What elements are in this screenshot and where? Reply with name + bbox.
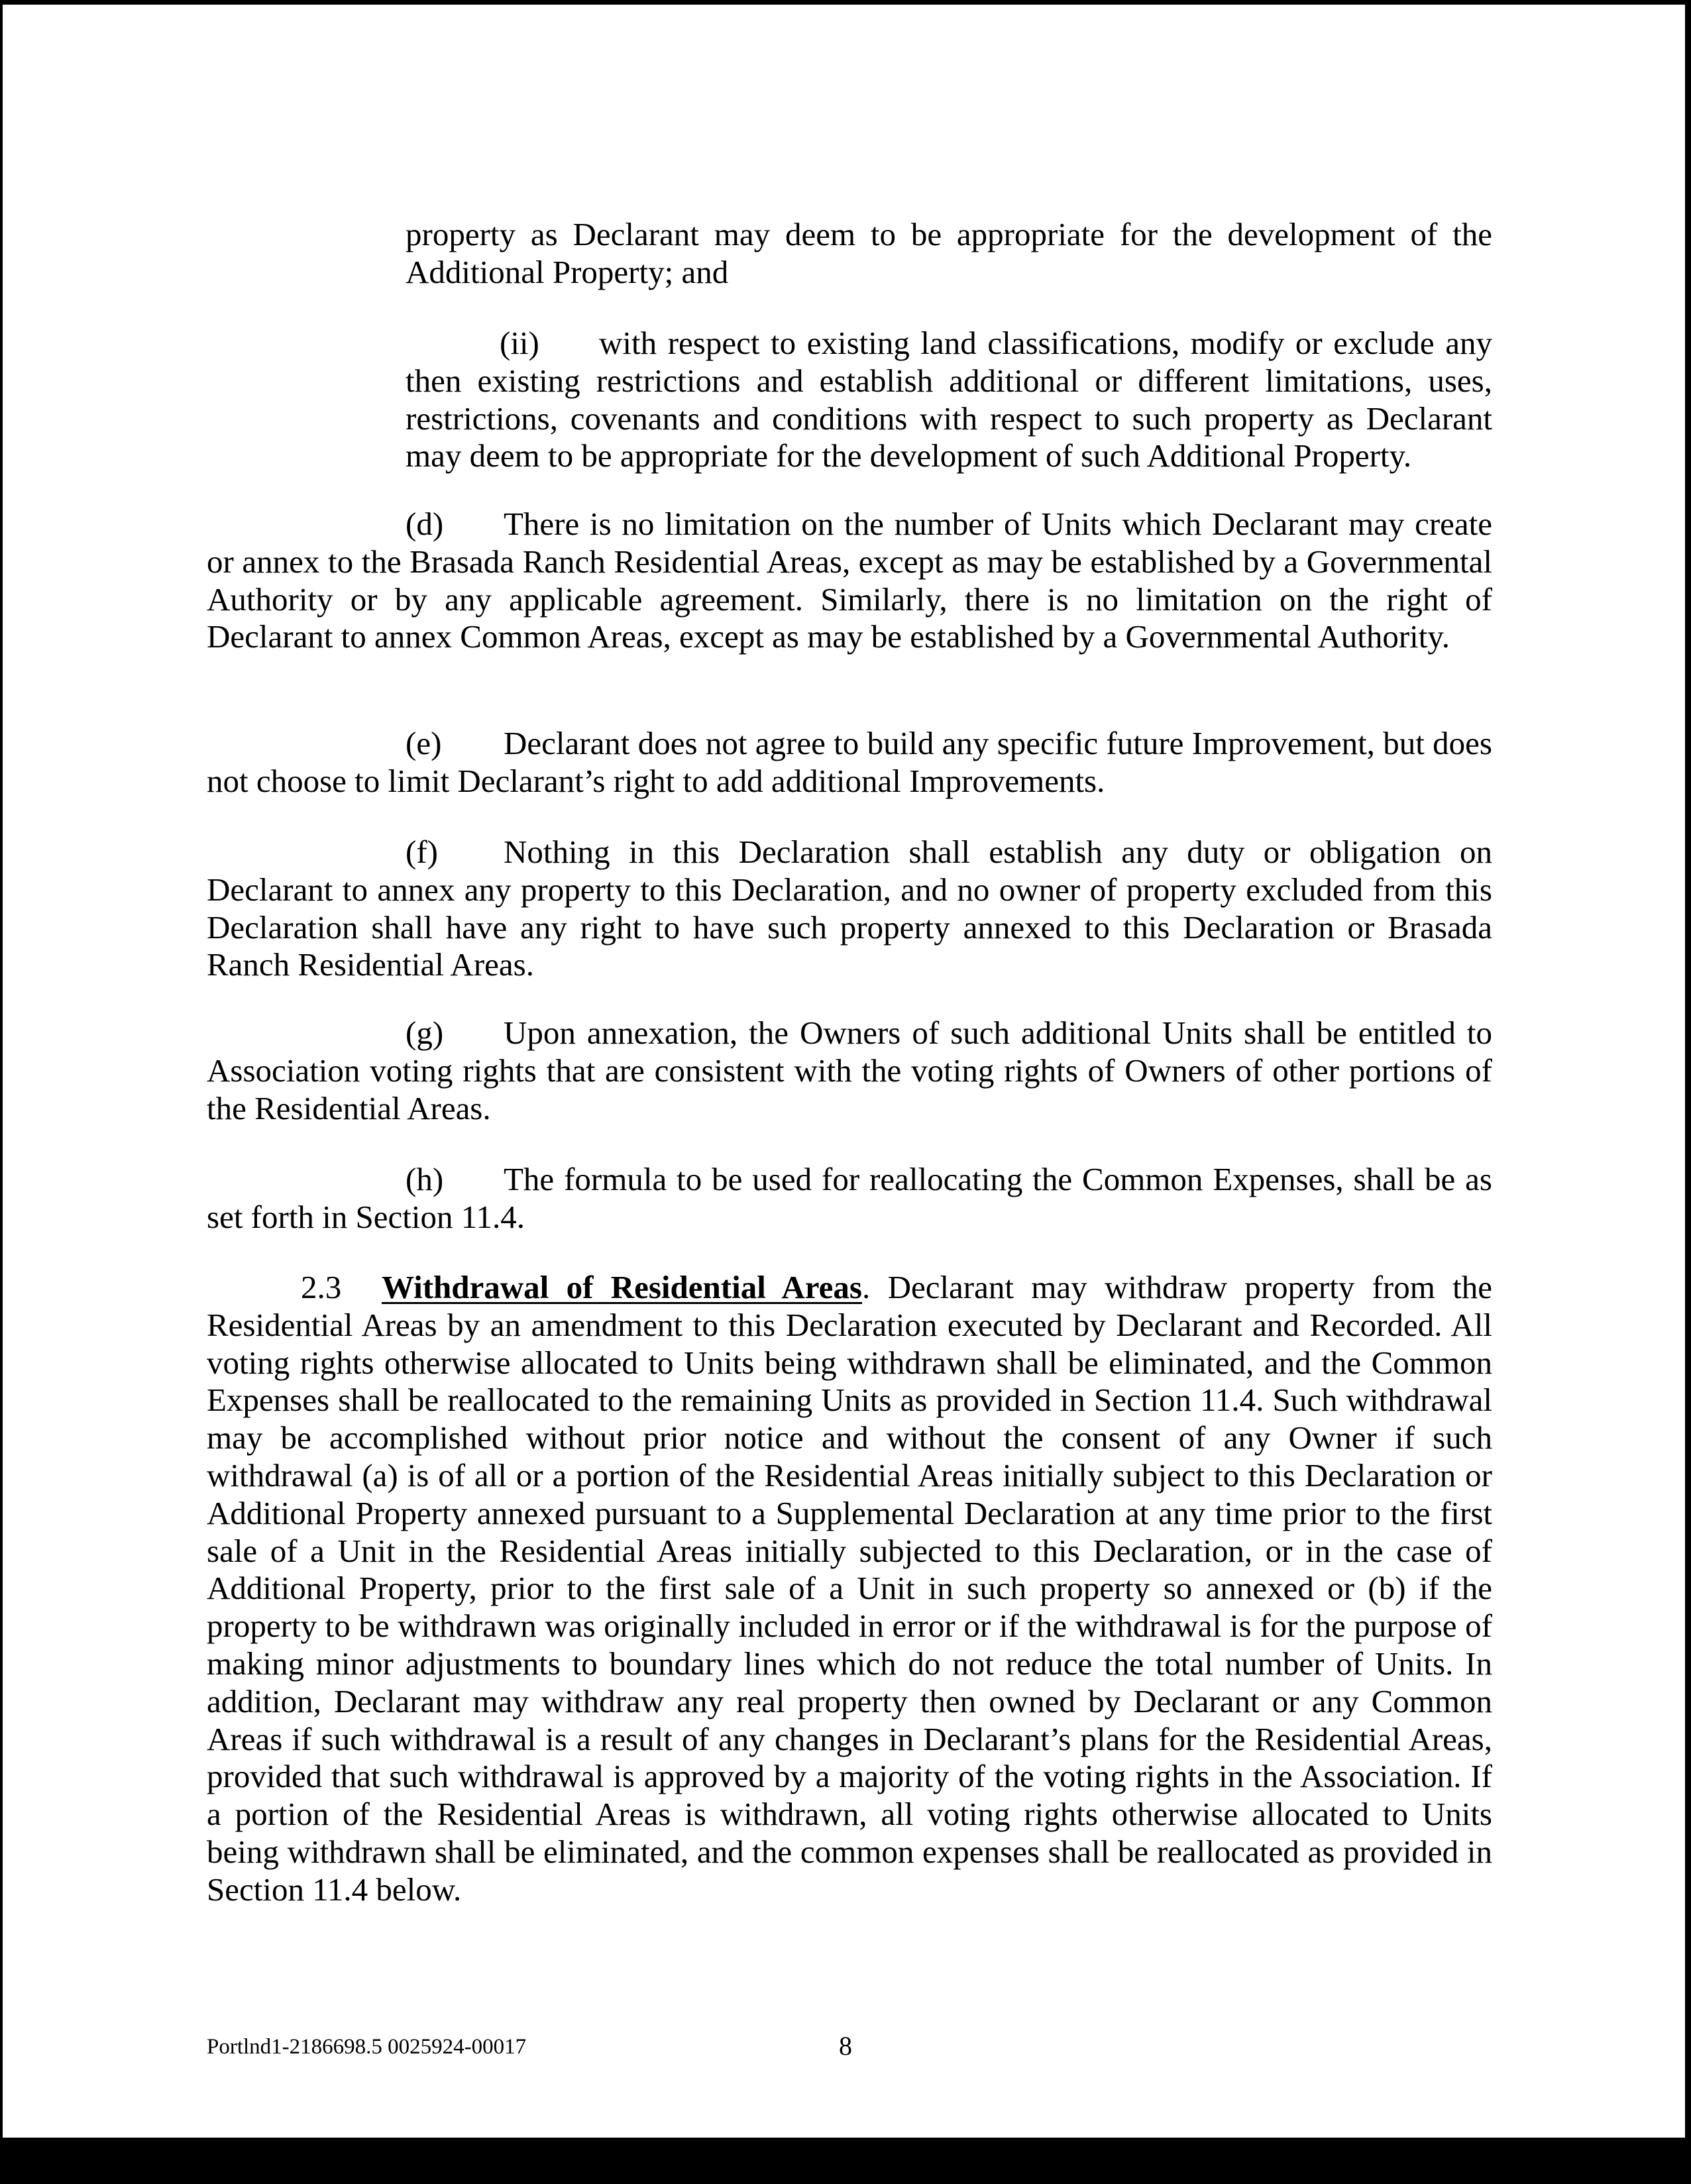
intro-paragraph xyxy=(406,216,1492,292)
paragraph-f-text: Nothing in this Declaration shall establish any duty or obligation on Declarant to annex any property to this Declaration, and no owner of property excluded from this Declaration shall have any right to have such property annexed to this Declaration or Brasada Ranch Residential Areas. xyxy=(207,834,1492,983)
paragraph-d-label: (d) xyxy=(406,506,444,542)
item-ii-paragraph xyxy=(406,325,1492,475)
intro-text: property as Declarant may deem to be appropriate for the development of the Additional Property; and xyxy=(406,216,1492,290)
paragraph-f xyxy=(207,834,1492,984)
paragraph-g xyxy=(207,1014,1492,1127)
paragraph-d xyxy=(207,506,1492,656)
section-2-3-heading: Withdrawal of Residential Areas xyxy=(382,1269,862,1305)
paragraph-e-text: Declarant does not agree to build any specific future Improvement, but does not choose to limit Declarant’s right to add additional Improvements. xyxy=(207,725,1492,799)
footer-document-id: Portlnd1-2186698.5 0025924-00017 xyxy=(207,2035,527,2059)
section-2-3 xyxy=(207,1269,1492,1909)
paragraph-h-label: (h) xyxy=(406,1161,444,1197)
item-ii-text: with respect to existing land classifications, modify or exclude any then existing restrictions and establish additional or different limitations, uses, restrictions, covenants and conditions with respect to such property as Declarant may deem to be appropriate for the development of such Additional Property. xyxy=(406,325,1492,474)
paragraph-h-text: The formula to be used for reallocating the Common Expenses, shall be as set forth in Section 11.4. xyxy=(207,1161,1492,1235)
paragraph-d-text: There is no limitation on the number of Units which Declarant may create or annex to the Brasada Ranch Residential Areas, except as may be established by a Governmental Authority or by any applicable agreement. Similarly, there is no limitation on the right of Declarant to annex Common Areas, except as may be established by a Governmental Authority. xyxy=(207,506,1492,655)
paragraph-f-label: (f) xyxy=(406,834,438,870)
section-2-3-period: . xyxy=(862,1269,871,1305)
footer-page-number: 8 xyxy=(839,2031,852,2061)
paragraph-e-label: (e) xyxy=(406,725,442,761)
section-2-3-text: Declarant may withdraw property from the Residential Areas by an amendment to this Declaration executed by Declarant and Recorded. All voting rights otherwise allocated to Units being withdrawn shall be eliminated, and the Common Expenses shall be reallocated to the remaining Units as provided in Section 11.4. Such withdrawal may be accomplished without prior notice and without the consent of any Owner if such withdrawal (a) is of all or a portion of the Residential Areas initially subject to this Declaration or Additional Property annexed pursuant to a Supplemental Declaration at any time prior to the first sale of a Unit in the Residential Areas initially subjected to this Declaration, or in the case of Additional Property, prior to the first sale of a Unit in such property so annexed or (b) if the property to be withdrawn was originally included in error or if the withdrawal is for the purpose of making minor adjustments to boundary lines which do not reduce the total number of Units. In addition, Declarant may withdraw any real property then owned by Declarant or any Common Areas if such withdrawal is a result of any changes in Declarant’s plans for the Residential Areas, provided that such withdrawal is approved by a majority of the voting rights in the Association. If a portion of the Residential Areas is withdrawn, all voting rights otherwise allocated to Units being withdrawn shall be eliminated, and the common expenses shall be reallocated as provided in Section 11.4 below. xyxy=(207,1269,1493,1908)
paragraph-g-label: (g) xyxy=(406,1014,444,1051)
paragraph-h xyxy=(207,1161,1492,1236)
item-ii-label: (ii) xyxy=(500,325,539,361)
paragraph-e xyxy=(207,725,1492,800)
paragraph-g-text: Upon annexation, the Owners of such additional Units shall be entitled to Association voting rights that are consistent with the voting rights of Owners of other portions of the Residential Areas. xyxy=(207,1014,1492,1126)
section-2-3-number: 2.3 xyxy=(301,1269,342,1305)
